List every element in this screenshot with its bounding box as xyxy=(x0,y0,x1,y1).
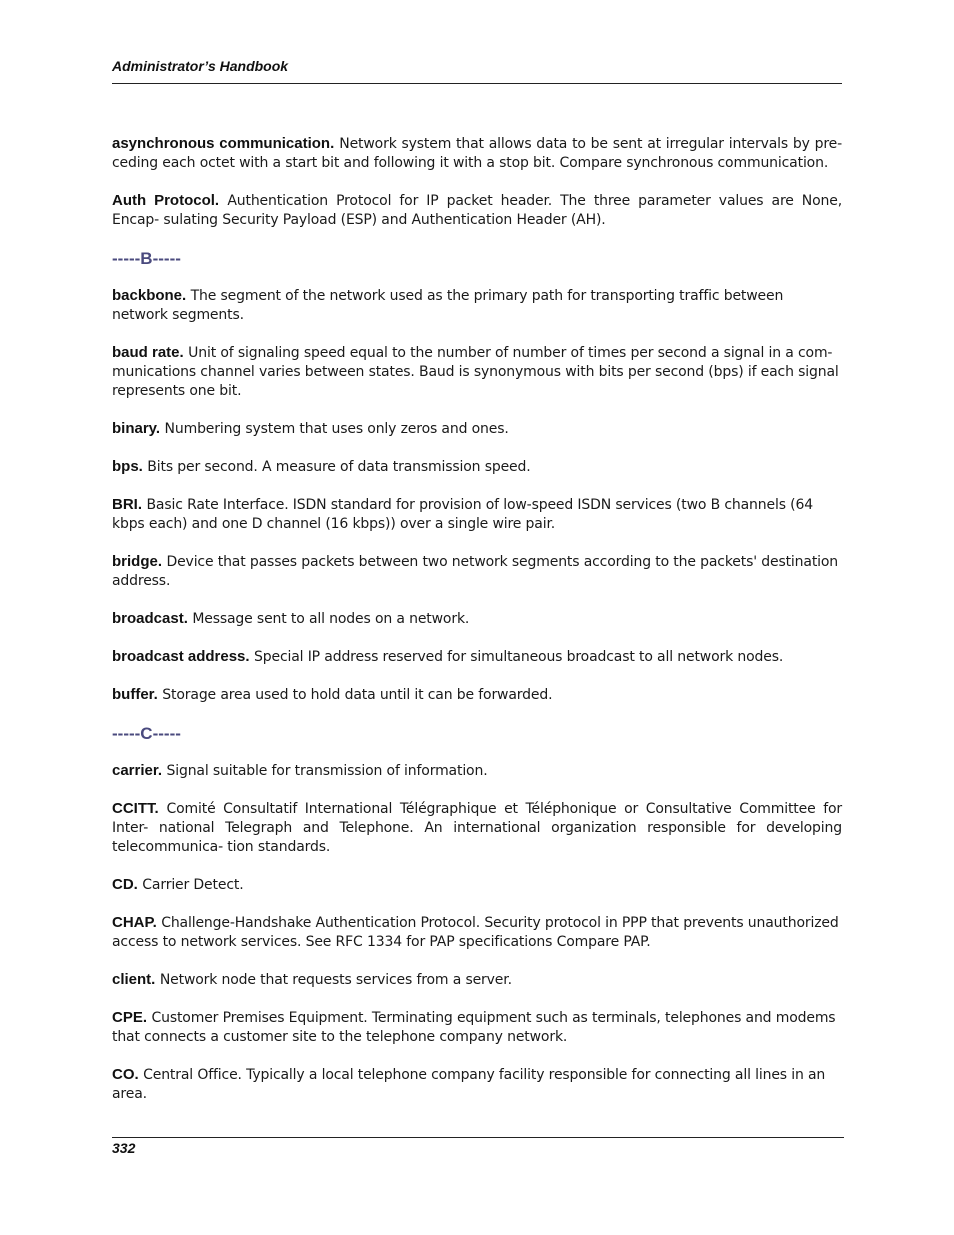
entry-definition: Storage area used to hold data until it can be forwarded. xyxy=(162,687,553,703)
entry-term: binary. xyxy=(112,420,161,437)
entry-definition: Device that passes packets between two network segments according to the packets' destination address. xyxy=(112,554,839,589)
glossary-entry xyxy=(112,609,842,629)
entry-definition: Basic Rate Interface. ISDN standard for provision of low-speed ISDN services (two B channels (64 kbps each) and one D channel (16 kbps)) over a single wire pair. xyxy=(112,497,813,532)
entry-term: CHAP. xyxy=(112,914,157,931)
glossary-entry xyxy=(112,1008,842,1047)
glossary-section xyxy=(112,723,842,1104)
glossary-entry xyxy=(112,343,842,401)
glossary-entry xyxy=(112,875,842,895)
glossary-entry xyxy=(112,419,842,439)
entry-term: asynchronous communication. xyxy=(112,135,335,152)
glossary-entry xyxy=(112,495,842,534)
glossary-section xyxy=(112,248,842,705)
footer-divider xyxy=(112,1137,844,1138)
entry-term: CCITT. xyxy=(112,800,159,817)
glossary-entry xyxy=(112,761,842,781)
entry-definition: Challenge-Handshake Authentication Protocol. Security protocol in PPP that prevents unauthorized access to network services. See RFC 1334 for PAP specifications Compare PAP. xyxy=(112,915,839,950)
entry-term: CD. xyxy=(112,876,138,893)
entry-definition: Numbering system that uses only zeros and ones. xyxy=(164,421,509,437)
glossary-content xyxy=(112,134,842,1122)
glossary-entry xyxy=(112,799,842,857)
entry-definition: Signal suitable for transmission of information. xyxy=(166,763,488,779)
entry-definition: Bits per second. A measure of data transmission speed. xyxy=(147,459,531,475)
entry-definition: Network node that requests services from a server. xyxy=(159,972,512,988)
entry-term: baud rate. xyxy=(112,344,184,361)
entry-definition: Carrier Detect. xyxy=(142,877,244,893)
entry-term: Auth Protocol. xyxy=(112,192,220,209)
entry-term: bps. xyxy=(112,458,143,475)
entry-term: carrier. xyxy=(112,762,163,779)
entry-definition: Central Office. Typically a local telephone company facility responsible for connecting all lines in an area. xyxy=(112,1067,826,1102)
glossary-entry xyxy=(112,134,842,173)
entry-term: backbone. xyxy=(112,287,187,304)
glossary-section xyxy=(112,134,842,230)
running-header: Administrator’s Handbook xyxy=(112,58,289,74)
entry-term: client. xyxy=(112,971,156,988)
entry-term: CO. xyxy=(112,1066,139,1083)
glossary-entry xyxy=(112,970,842,990)
entry-term: buffer. xyxy=(112,686,158,703)
header-divider xyxy=(112,83,842,84)
glossary-entry xyxy=(112,552,842,591)
glossary-entry xyxy=(112,647,842,667)
glossary-entry xyxy=(112,913,842,952)
entry-term: broadcast address. xyxy=(112,648,250,665)
entry-term: bridge. xyxy=(112,553,163,570)
entry-definition: Unit of signaling speed equal to the number of number of times per second a signal in a com- munications channel varies between states. Baud is synonymous with bits per second (bps) if each signal represents one bit. xyxy=(112,345,839,399)
section-heading-b: -----B----- xyxy=(112,249,181,268)
glossary-entry xyxy=(112,457,842,477)
page-number: 332 xyxy=(112,1140,136,1156)
glossary-entry xyxy=(112,685,842,705)
entry-definition: Authentication Protocol for IP packet header. The three parameter values are None, Encap- sulating Security Payload (ESP) and Authentication Header (AH). xyxy=(112,193,843,228)
document-page xyxy=(112,0,842,1235)
glossary-entry xyxy=(112,286,842,325)
entry-definition: Message sent to all nodes on a network. xyxy=(192,611,470,627)
entry-definition: Network system that allows data to be sent at irregular intervals by pre- ceding each octet with a start bit and following it with a stop bit. Compare synchronous communication. xyxy=(112,136,842,171)
entry-definition: Comité Consultatif International Télégraphique et Téléphonique or Consultative Committee for Inter- national Telegraph and Telephone. An international organization responsible for developing telecommunica- tion standards. xyxy=(112,801,842,855)
entry-term: CPE. xyxy=(112,1009,148,1026)
entry-definition: Special IP address reserved for simultaneous broadcast to all network nodes. xyxy=(254,649,784,665)
entry-term: broadcast. xyxy=(112,610,188,627)
section-heading-c: -----C----- xyxy=(112,724,181,743)
entry-definition: The segment of the network used as the primary path for transporting traffic between network segments. xyxy=(112,288,784,323)
entry-term: BRI. xyxy=(112,496,142,513)
glossary-entry xyxy=(112,191,842,230)
entry-definition: Customer Premises Equipment. Terminating equipment such as terminals, telephones and modems that connects a customer site to the telephone company network. xyxy=(112,1010,836,1045)
glossary-entry xyxy=(112,1065,842,1104)
